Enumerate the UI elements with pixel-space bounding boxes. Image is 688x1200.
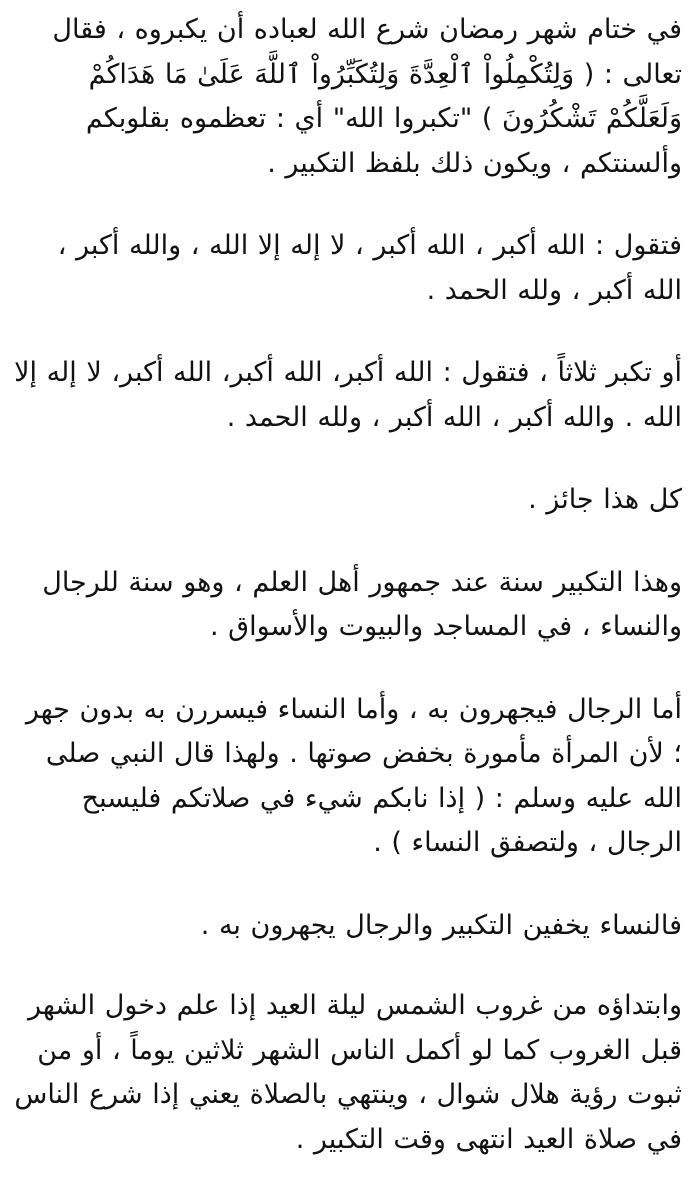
paragraph-takbir-formula-thrice: أو تكبر ثلاثاً ، فتقول : الله أكبر، الله أكبر، الله أكبر، لا إله إلا الله . والله أكبر ، الله أكبر ، ولله الحمد . [14, 357, 682, 433]
paragraph-men-women-voice: أما الرجال فيجهرون به ، وأما النساء فيسررن به بدون جهر ؛ لأن المرأة مأمورة بخفض صوتها . ولهذا قال النبي صلى الله عليه وسلم : ( إذا نابكم شيء في صلاتكم فليسبح الرجال ، ولتصفق النساء ) . [25, 693, 682, 858]
paragraph-sunnah-ruling: وهذا التكبير سنة عند جمهور أهل العلم ، وهو سنة للرجال والنساء ، في المساجد والبيوت والأسواق . [42, 566, 682, 642]
paragraph-all-permissible: كل هذا جائز . [528, 484, 682, 515]
paragraph-takbir-timing: وابتداؤه من غروب الشمس ليلة العيد إذا علم دخول الشهر قبل الغروب كما لو أكمل الناس الشهر ثلاثين يوماً ، أو من ثبوت رؤية هلال شوال ، وينتهي بالصلاة يعني إذا شرع الناس في صلاة العيد انتهى وقت التكبير . [14, 990, 682, 1155]
paragraph-women-quiet: فالنساء يخفين التكبير والرجال يجهرون به . [200, 909, 682, 941]
paragraph-takbir-formula-twice: فتقول : الله أكبر ، الله أكبر ، لا إله إلا الله ، والله أكبر ، الله أكبر ، ولله الحمد . [57, 230, 682, 306]
paragraph-takbir-verse: في ختام شهر رمضان شرع الله لعباده أن يكبروه ، فقال تعالى : ( وَلِتُكْمِلُواْ ٱلْعِدَّةَ وَلِتُكَبِّرُواْ ٱللَّهَ عَلَىٰ مَا هَدَاكُمْ وَلَعَلَّكُمْ تَشْكُرُونَ ) "تكبروا الله" أي : تعظموه بقلوبكم وألسنتكم ، ويكون ذلك بلفظ التكبير . [52, 14, 682, 179]
